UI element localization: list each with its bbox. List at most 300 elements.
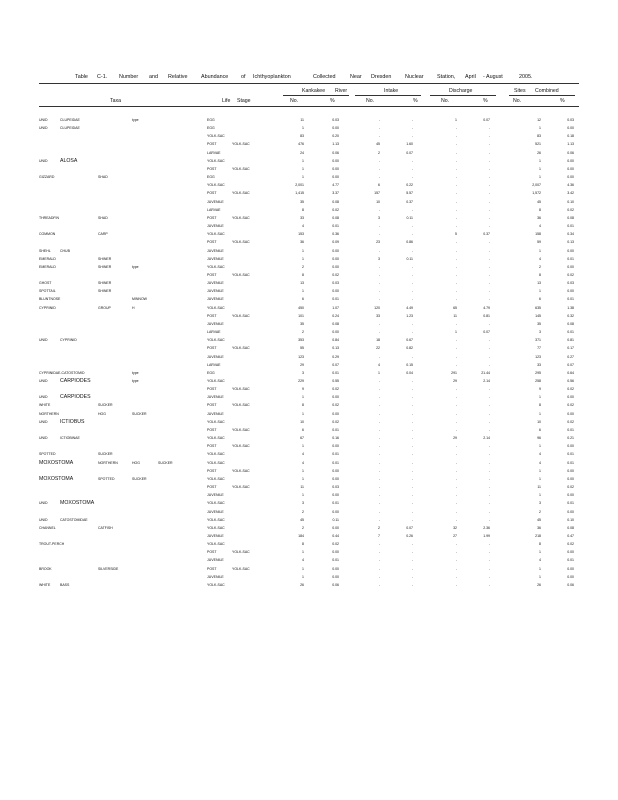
life-stage-cell: LARVAE [207,362,221,367]
kankakee-count: 24 [300,150,304,155]
group-rule-discharge [430,95,496,96]
discharge-count: - [455,582,457,587]
intake-count: - [378,411,380,416]
discharge-percent: - [488,134,490,139]
sites-count: 145 [535,313,541,318]
table-row [0,450,618,458]
table-row [0,565,618,573]
life-stage-cell: POST [207,142,217,147]
discharge-percent: - [488,297,490,302]
sites-percent: 0.10 [567,517,574,522]
intake-count: - [378,175,380,180]
intake-count: - [378,272,380,277]
life-stage-cell: YOLK-SAC [207,379,225,383]
intake-count: - [378,289,380,294]
sites-count: 1 [539,411,541,416]
kankakee-percent: 0.06 [332,150,339,155]
life-stage-cell: JUVENILE [207,289,224,294]
discharge-percent: - [488,166,490,171]
sites-percent: 0.64 [567,370,574,375]
intake-count: 7 [378,533,380,538]
intake-count: - [378,460,380,465]
intake-percent: - [411,550,413,555]
top-rule [39,83,579,84]
intake-percent: - [411,411,413,416]
discharge-count: - [455,501,457,506]
discharge-percent: - [488,387,490,392]
kankakee-percent: 1.07 [332,305,339,310]
discharge-count: - [455,297,457,302]
life-stage-cell: YOLK-SAC [207,582,225,587]
table-row [0,263,618,271]
kankakee-count: 4 [302,224,304,229]
discharge-percent: - [488,395,490,400]
taxon-word: GHOST [39,281,52,286]
taxon-word: type [132,379,139,383]
intake-count: - [378,118,380,122]
life-stage-cell: YOLK-SAC [207,436,225,441]
sites-percent: 0.01 [567,224,574,229]
sites-count: 36 [537,525,541,530]
sites-percent: 0.00 [567,566,574,571]
kankakee-percent: 0.00 [332,126,339,131]
life-stage-cell: EGG [207,118,215,122]
taxon-word: CYPRINID [60,338,77,343]
table-row [0,361,618,369]
kankakee-percent: 0.29 [332,354,339,359]
discharge-count: - [455,224,457,229]
intake-count: - [378,395,380,400]
kankakee-percent: 0.07 [332,362,339,367]
sites-percent: 0.17 [567,346,574,351]
taxon-word: EMERALD [39,256,56,261]
discharge-percent: - [488,550,490,555]
taxon-word: SUCKER [132,411,147,416]
discharge-count: - [455,289,457,294]
sites-percent: 0.01 [567,460,574,465]
table-row [0,418,618,426]
sites-percent: 0.00 [567,493,574,498]
intake-percent: - [411,444,413,449]
taxon-word: SHINER [98,264,112,269]
discharge-count: - [455,550,457,555]
life-stage-cell: YOLK-SAC [207,183,225,188]
discharge-percent: - [488,240,490,245]
life-stage-cell: EGG [207,175,215,180]
discharge-count: - [455,460,457,465]
discharge-count: 29 [453,379,457,383]
discharge-percent: - [488,272,490,277]
sites-percent: 0.07 [567,362,574,367]
title-word: Station, [437,74,456,80]
taxon-word: SUCKER [98,403,113,408]
discharge-count: - [455,248,457,253]
life-stage-cell: YOLK-SAC [232,166,250,171]
kankakee-percent: 0.36 [332,232,339,237]
discharge-count: - [455,427,457,432]
header-rule [39,106,579,107]
taxon-word: UNID [39,436,48,441]
discharge-percent: - [488,419,490,424]
intake-percent: - [411,485,413,490]
sites-count: 1,572 [532,191,541,196]
title-word: Relative [168,74,188,80]
header-discharge: Discharge [449,88,473,94]
title-word: Number [119,74,139,80]
discharge-count: - [455,166,457,171]
table-row [0,516,618,524]
discharge-percent: - [488,485,490,490]
life-stage-cell: YOLK-SAC [232,468,250,473]
kankakee-percent: 0.16 [332,436,339,441]
sites-percent: 0.00 [567,158,574,163]
sites-count: 13 [537,281,541,286]
sites-percent: 0.00 [567,166,574,171]
kankakee-percent: 0.84 [332,338,339,343]
header-no-intake: No. [366,98,375,104]
discharge-count: - [455,419,457,424]
discharge-count: 32 [453,525,457,530]
discharge-percent: - [488,150,490,155]
kankakee-percent: 3.37 [332,191,339,196]
kankakee-percent: 0.01 [332,297,339,302]
kankakee-count: 2,001 [295,183,304,188]
taxon-word: EMERALD [39,264,56,269]
kankakee-count: 29 [300,362,304,367]
kankakee-count: 1 [302,289,304,294]
discharge-percent: - [488,427,490,432]
taxon-word: HOG [132,460,140,465]
life-stage-cell: JUVENILE [207,411,224,416]
life-stage-cell: YOLK-SAC [207,501,225,506]
kankakee-percent: 0.03 [332,485,339,490]
sites-percent: 0.00 [567,264,574,269]
table-row [0,238,618,246]
life-stage-cell: YOLK-SAC [207,232,225,237]
kankakee-count: 35 [300,199,304,204]
sites-percent: 0.02 [567,485,574,490]
sites-count: 1 [539,468,541,473]
intake-count: - [378,468,380,473]
discharge-count: - [455,387,457,392]
life-stage-cell: POST [207,550,217,555]
life-stage-cell: POST [207,485,217,490]
intake-percent: - [411,166,413,171]
kankakee-percent: 0.01 [332,501,339,506]
kankakee-count: 101 [298,313,304,318]
life-stage-cell: POST [207,166,217,171]
taxon-word: UNID [39,517,48,522]
intake-count: - [378,134,380,139]
sites-percent: 0.00 [567,289,574,294]
life-stage-cell: POST [207,387,217,392]
taxon-word: WHITE [39,582,51,587]
sites-count: 10 [537,419,541,424]
life-stage-cell: JUVENILE [207,395,224,400]
sites-percent: 0.01 [567,256,574,261]
discharge-percent: - [488,452,490,457]
taxon-word: GIZZARD [39,175,55,180]
life-stage-cell: POST [207,403,217,408]
life-stage-cell: YOLK-SAC [232,346,250,351]
discharge-percent: 0.37 [483,232,490,237]
intake-count: - [378,248,380,253]
sites-percent: 3.42 [567,191,574,196]
intake-percent: 0.07 [406,150,413,155]
intake-count: - [378,493,380,498]
intake-percent: - [411,248,413,253]
discharge-percent: - [488,338,490,343]
sites-count: 8 [539,403,541,408]
sites-percent: 0.27 [567,354,574,359]
table-row [0,165,618,173]
taxon-word: SUCKER [132,476,147,481]
title-word: Ichthyoplankton [253,74,291,80]
life-stage-cell: POST [207,427,217,432]
table-row [0,132,618,140]
discharge-percent: 0.07 [483,118,490,122]
header-no-sites: No. [513,98,522,104]
taxon-word: SHEHL [39,248,51,253]
intake-percent: 0.07 [406,525,413,530]
life-stage-cell: POST [207,240,217,245]
intake-percent: - [411,207,413,212]
kankakee-count: 9 [302,387,304,392]
sites-count: 295 [535,370,541,375]
sites-percent: 0.18 [567,134,574,139]
sites-count: 521 [535,142,541,147]
sites-count: 26 [537,150,541,155]
discharge-count: - [455,346,457,351]
kankakee-count: 1 [302,550,304,555]
kankakee-count: 1 [302,468,304,473]
kankakee-count: 3 [302,370,304,375]
discharge-count: - [455,485,457,490]
sites-count: 35 [537,321,541,326]
life-stage-cell: JUVENILE [207,558,224,563]
kankakee-count: 10 [300,419,304,424]
sites-count: 8 [539,272,541,277]
table-row [0,247,618,255]
life-stage-cell: YOLK-SAC [207,134,225,139]
intake-percent: - [411,566,413,571]
kankakee-percent: 0.00 [332,411,339,416]
kankakee-count: 1 [302,444,304,449]
kankakee-percent: 0.03 [332,118,339,122]
intake-percent: - [411,419,413,424]
taxon-word: SHINER [98,281,112,286]
intake-count: - [378,419,380,424]
life-stage-cell: YOLK-SAC [207,419,225,424]
sites-percent: 1.13 [567,142,574,147]
taxon-word: UNID [39,419,48,424]
discharge-count: - [455,215,457,220]
taxon-word: CYPRINID [39,305,56,310]
sites-count: 4 [539,224,541,229]
sites-percent: 0.00 [567,175,574,180]
discharge-percent: - [488,281,490,286]
sites-percent: 0.10 [567,199,574,204]
sites-percent: 4.36 [567,183,574,188]
taxon-word: UNID [39,379,48,383]
intake-percent: - [411,403,413,408]
intake-count: 2 [378,525,380,530]
intake-percent: - [411,476,413,481]
sites-percent: 0.01 [567,558,574,563]
sites-count: 8 [539,542,541,547]
kankakee-count: 1 [302,395,304,400]
life-stage-cell: YOLK-SAC [207,542,225,547]
sites-percent: 0.03 [567,281,574,286]
taxon-word: UNID [39,338,48,343]
discharge-percent: - [488,566,490,571]
discharge-percent: - [488,460,490,465]
kankakee-percent: 0.00 [332,175,339,180]
discharge-count: - [455,452,457,457]
sites-percent: 1.38 [567,305,574,310]
taxon-word: H [132,305,135,310]
life-stage-cell: EGG [207,370,215,375]
life-stage-cell: EGG [207,126,215,131]
intake-count: - [378,330,380,335]
kankakee-count: 13 [300,281,304,286]
kankakee-count: 1 [302,126,304,131]
sites-percent: 0.47 [567,533,574,538]
kankakee-percent: 0.00 [332,166,339,171]
table-row [0,410,618,418]
life-stage-cell: YOLK-SAC [232,142,250,147]
sites-percent: 0.02 [567,419,574,424]
taxon-word: NORTHERN [98,460,118,465]
intake-count: 22 [376,346,380,351]
intake-count: - [378,321,380,326]
header-taxa: Taxa [110,98,121,104]
intake-count: - [378,158,380,163]
table-row [0,556,618,564]
sites-count: 2 [539,264,541,269]
taxon-word: SHAD [98,175,108,180]
life-stage-cell: YOLK-SAC [232,485,250,490]
discharge-count: 11 [453,313,457,318]
title-word: of [241,74,246,80]
taxon-word: type [132,264,139,269]
sites-count: 218 [535,533,541,538]
intake-percent: - [411,232,413,237]
discharge-percent: - [488,574,490,579]
intake-percent: 1.23 [406,313,413,318]
title-word: Abundance [201,74,229,80]
intake-count: - [378,207,380,212]
intake-percent: 0.67 [406,338,413,343]
table-row [0,499,618,507]
life-stage-cell: JUVENILE [207,256,224,261]
intake-count: 18 [376,338,380,343]
intake-percent: - [411,460,413,465]
taxon-word: SPOTTED [98,476,115,481]
sites-percent: 0.00 [567,574,574,579]
sites-count: 635 [535,305,541,310]
intake-count: - [378,427,380,432]
sites-count: 6 [539,427,541,432]
discharge-percent: - [488,509,490,514]
taxon-word: CHANNEL [39,525,56,530]
intake-percent: - [411,158,413,163]
sites-percent: 0.00 [567,411,574,416]
intake-percent: - [411,175,413,180]
discharge-count: 29 [453,436,457,441]
sites-count: 1 [539,566,541,571]
header-no-discharge: No. [441,98,450,104]
intake-count: - [378,264,380,269]
intake-percent: - [411,452,413,457]
taxon-word: WHITE [39,403,51,408]
discharge-percent: - [488,183,490,188]
table-row [0,377,618,385]
intake-percent: - [411,379,413,383]
intake-count: - [378,379,380,383]
kankakee-percent: 0.00 [332,330,339,335]
sites-percent: 0.00 [567,444,574,449]
intake-count: - [378,232,380,237]
taxon-word: ALOSA [60,157,78,164]
discharge-count: - [455,574,457,579]
life-stage-cell: POST [207,346,217,351]
discharge-percent: - [488,346,490,351]
kankakee-count: 4 [302,460,304,465]
intake-percent: 0.26 [406,533,413,538]
taxon-word: CHUB [60,248,70,253]
taxon-word: BLUNTNOSE [39,297,61,302]
taxon-word: SHINER [98,256,112,261]
intake-count: 6 [378,183,380,188]
kankakee-percent: 0.08 [332,199,339,204]
kankakee-count: 35 [300,321,304,326]
intake-count: - [378,436,380,441]
life-stage-cell: POST [207,215,217,220]
taxon-word: BASS [60,582,70,587]
sites-percent: 0.32 [567,313,574,318]
life-stage-cell: YOLK-SAC [232,191,250,196]
sites-count: 2,007 [532,183,541,188]
life-stage-cell: JUVENILE [207,354,224,359]
discharge-percent: - [488,191,490,196]
life-stage-cell: YOLK-SAC [232,444,250,449]
sites-count: 1 [539,158,541,163]
kankakee-count: 153 [298,232,304,237]
sites-count: 1 [539,126,541,131]
kankakee-count: 2 [302,509,304,514]
sites-percent: 0.02 [567,542,574,547]
kankakee-percent: 0.02 [332,387,339,392]
intake-percent: 0.11 [406,256,413,261]
kankakee-percent: 0.00 [332,574,339,579]
intake-percent: - [411,118,413,122]
life-stage-cell: JUVENILE [207,224,224,229]
intake-percent: - [411,542,413,547]
title-word: - August [483,74,503,80]
life-stage-cell: YOLK-SAC [207,476,225,481]
table-row [0,434,618,442]
taxon-word: SUCKER [98,452,113,457]
kankakee-percent: 0.02 [332,542,339,547]
discharge-count: - [455,558,457,563]
sites-count: 1 [539,175,541,180]
sites-count: 4 [539,256,541,261]
taxon-word: ICTIOBINAE [60,436,80,441]
intake-count: - [378,166,380,171]
table-row [0,548,618,556]
sites-count: 1 [539,493,541,498]
